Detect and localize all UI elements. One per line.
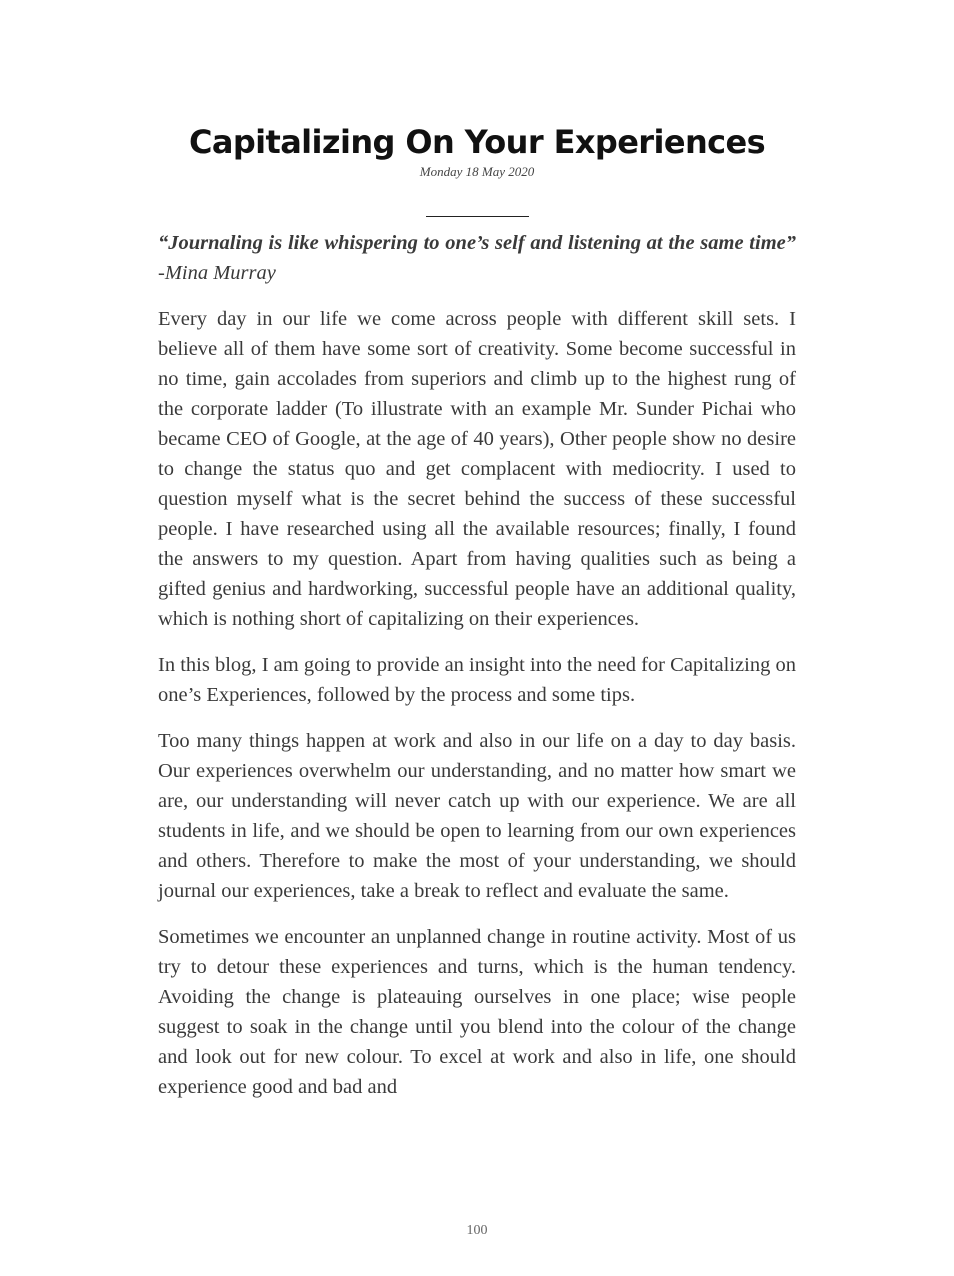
title-divider	[426, 216, 529, 217]
page-number: 100	[466, 1223, 488, 1238]
article-body	[158, 228, 796, 1118]
paragraph: In this blog, I am going to provide an insight into the need for Capitalizing on one’s Experiences, followed by the process and some tips.	[158, 654, 796, 706]
post-date: Monday 18 May 2020	[419, 164, 535, 179]
quote-author: -Mina Murray	[158, 262, 276, 284]
page-title: Capitalizing On Your Experiences	[188, 123, 766, 161]
quote-text: “Journaling is like whispering to one’s self and listening at the same time”	[158, 232, 796, 254]
epigraph-quote	[158, 228, 796, 288]
paragraph: Too many things happen at work and also in our life on a day to day basis. Our experiences overwhelm our understanding, and no matter how smart we are, our understanding will never catch up with our experience. We are all students in life, and we should be open to learning from our own experiences and others. Therefore to make the most of your understanding, we should journal our experiences, take a break to reflect and evaluate the same.	[158, 730, 796, 902]
paragraph: Sometimes we encounter an unplanned change in routine activity. Most of us try to detour these experiences and turns, which is the human tendency. Avoiding the change is plateauing ourselves in one place; wise people suggest to soak in the change until you blend into the colour of the change and look out for new colour. To excel at work and also in life, one should experience good and bad and	[158, 926, 796, 1098]
paragraph: Every day in our life we come across people with different skill sets. I believe all of them have some sort of creativity. Some become successful in no time, gain accolades from superiors and climb up to the highest rung of the corporate ladder (To illustrate with an example Mr. Sunder Pichai who became CEO of Google, at the age of 40 years), Other people show no desire to change the status quo and get complacent with mediocrity. I used to question myself what is the secret behind the success of these successful people. I have researched using all the available resources; finally, I found the answers to my question. Apart from having qualities such as being a gifted genius and hardworking, successful people have an additional quality, which is nothing short of capitalizing on their experiences.	[158, 308, 796, 630]
